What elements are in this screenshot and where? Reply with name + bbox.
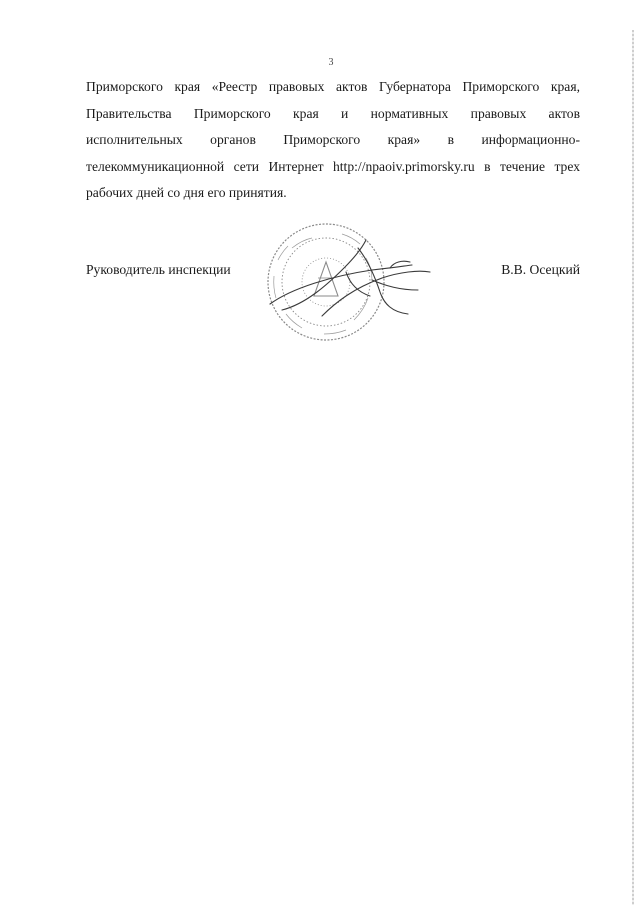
body-paragraph	[86, 74, 580, 207]
paragraph-line: рабочих дней со дня его принятия.	[86, 185, 287, 200]
paragraph-line: Приморского края «Реестр правовых актов Губернатора Приморского края,	[86, 79, 580, 94]
signature-block	[86, 262, 580, 288]
paragraph-line: Правительства Приморского края и нормативных правовых актов	[86, 105, 580, 121]
page-number: 3	[328, 57, 334, 68]
page-edge-shadow	[632, 30, 634, 905]
signer-position: Руководитель инспекции	[86, 262, 231, 277]
signer-name: В.В. Осецкий	[501, 262, 580, 277]
paragraph-line: телекоммуникационной сети Интернет http://npaoiv.primorsky.ru в течение трех	[86, 158, 580, 174]
paragraph-line: исполнительных органов Приморского края» в информационно-	[86, 132, 580, 147]
